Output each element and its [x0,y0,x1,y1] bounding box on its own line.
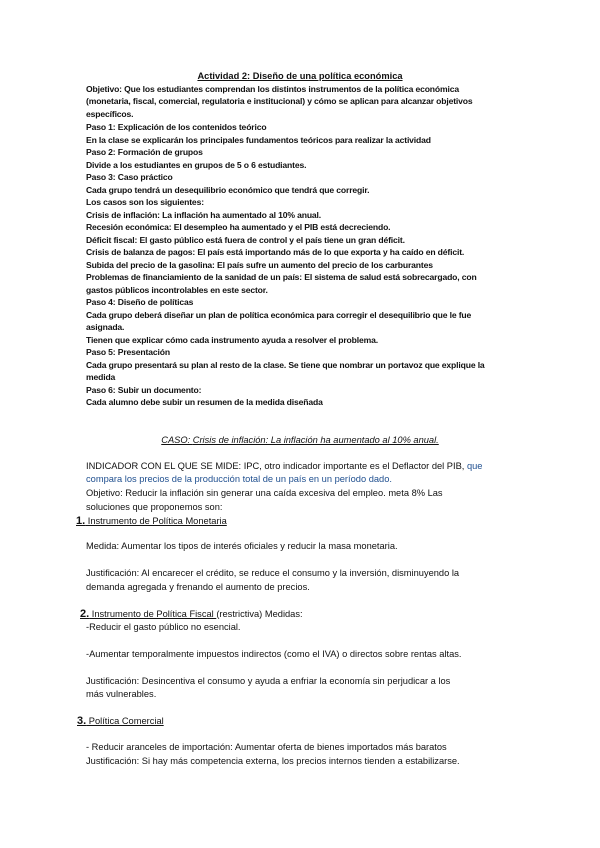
section-2-heading [80,608,303,620]
case-title [0,435,600,445]
step-6-text: Cada alumno debe subir un resumen de la medida diseñada [86,397,323,407]
case-recession: Recesión económica: El desempleo ha aumentado y el PIB está decreciendo. [86,222,391,232]
step-1-heading: Paso 1: Explicación de los contenidos teórico [86,122,267,132]
section-3-justification: Justificación: Si hay más competencia externa, los precios internos tienden a estabilizarse. [86,756,460,766]
section-2-item-1: -Reducir el gasto público no esencial. [86,622,241,632]
step-3-text: Cada grupo tendrá un desequilibrio económico que tendrá que corregir. [86,185,370,195]
case-gasoline: Subida del precio de la gasolina: El país sufre un aumento del precio de los carburantes [86,260,433,270]
step-5-text-line-1: Cada grupo presentará su plan al resto de la clase. Se tiene que nombrar un portavoz que explique la [86,360,485,370]
step-5-text-line-2: medida [86,372,116,382]
case-inflation: Crisis de inflación: La inflación ha aumentado al 10% anual. [86,210,322,220]
section-1-heading [76,515,227,527]
section-3-title: Política Comercial [86,716,164,726]
step-3-heading: Paso 3: Caso práctico [86,172,173,182]
case-title-lead: CASO: [161,435,193,445]
section-2-number: 2. [80,608,90,620]
section-2-title: Instrumento de Política Fiscal [89,609,217,619]
step-2-text: Divide a los estudiantes en grupos de 5 o 6 estudiantes. [86,160,307,170]
objective-line-2: soluciones que proponemos son: [86,502,223,512]
objective-line-1: Objetivo: Reducir la inflación sin generar una caída excesiva del empleo. meta 8% Las [86,488,443,498]
case-health-line-1: Problemas de financiamiento de la sanidad de un país: El sistema de salud está sobrecargado, con [86,272,477,282]
activity-objective-line-1: Objetivo: Que los estudiantes comprendan los distintos instrumentos de la política económica [86,84,459,94]
activity-objective-line-3: específicos. [86,109,134,119]
indicator-line-2: compara los precios de la producción total de un país en un período dado. [86,474,392,484]
section-2-justification-line-1: Justificación: Desincentiva el consumo y ayuda a enfriar la economía sin perjudicar a los [86,676,451,686]
section-2-justification-line-2: más vulnerables. [86,689,157,699]
section-3-item-1: - Reducir aranceles de importación: Aumentar oferta de bienes importados más baratos [86,742,447,752]
step-4-text-line-1: Cada grupo deberá diseñar un plan de política económica para corregir el desequilibrio que le fue [86,310,472,320]
step-4-text-line-3: Tienen que explicar cómo cada instrumento ayuda a resolver el problema. [86,335,378,345]
step-5-heading: Paso 5: Presentación [86,347,170,357]
step-6-heading: Paso 6: Subir un documento: [86,385,202,395]
section-2-item-2: -Aumentar temporalmente impuestos indirectos (como el IVA) o directos sobre rentas altas. [86,649,462,659]
step-2-heading: Paso 2: Formación de grupos [86,147,203,157]
activity-title: Actividad 2: Diseño de una política económica [197,71,403,81]
section-1-title: Instrumento de Política Monetaria [85,516,227,526]
case-fiscal-deficit: Déficit fiscal: El gasto público está fuera de control y el país tiene un gran déficit. [86,235,405,245]
section-1-justification-line-2: demanda agregada y frenando el aumento de precios. [86,582,310,592]
indicator-text-highlight: que [466,461,483,471]
case-health-line-2: gastos públicos incontrolables en este sector. [86,285,268,295]
section-2-title-tail: (restrictiva) Medidas: [216,609,303,619]
activity-objective-line-2: (monetaria, fiscal, comercial, regulatoria e institucional) y cómo se aplican para alcanzar objetivos [86,96,473,106]
step-4-text-line-2: asignada. [86,322,125,332]
section-3-number: 3. [77,715,87,727]
section-1-measure: Medida: Aumentar los tipos de interés oficiales y reducir la masa monetaria. [86,541,398,551]
step-1-text: En la clase se explicarán los principales fundamentos teóricos para realizar la actividad [86,135,431,145]
section-3-heading [77,715,164,727]
case-balance-of-payments: Crisis de balanza de pagos: El país está importando más de lo que exporta y ha caído en déficit. [86,247,465,257]
indicator-text: INDICADOR CON EL QUE SE MIDE: IPC, otro indicador importante es el Deflactor del PIB, [86,461,467,471]
case-title-rest: Crisis de inflación: La inflación ha aumentado al 10% anual. [192,435,439,445]
section-1-number: 1. [76,515,86,527]
cases-intro: Los casos son los siguientes: [86,197,204,207]
indicator-line-1 [86,461,482,471]
step-4-heading: Paso 4: Diseño de políticas [86,297,194,307]
section-1-justification-line-1: Justificación: Al encarecer el crédito, se reduce el consumo y la inversión, disminuyendo la [86,568,460,578]
